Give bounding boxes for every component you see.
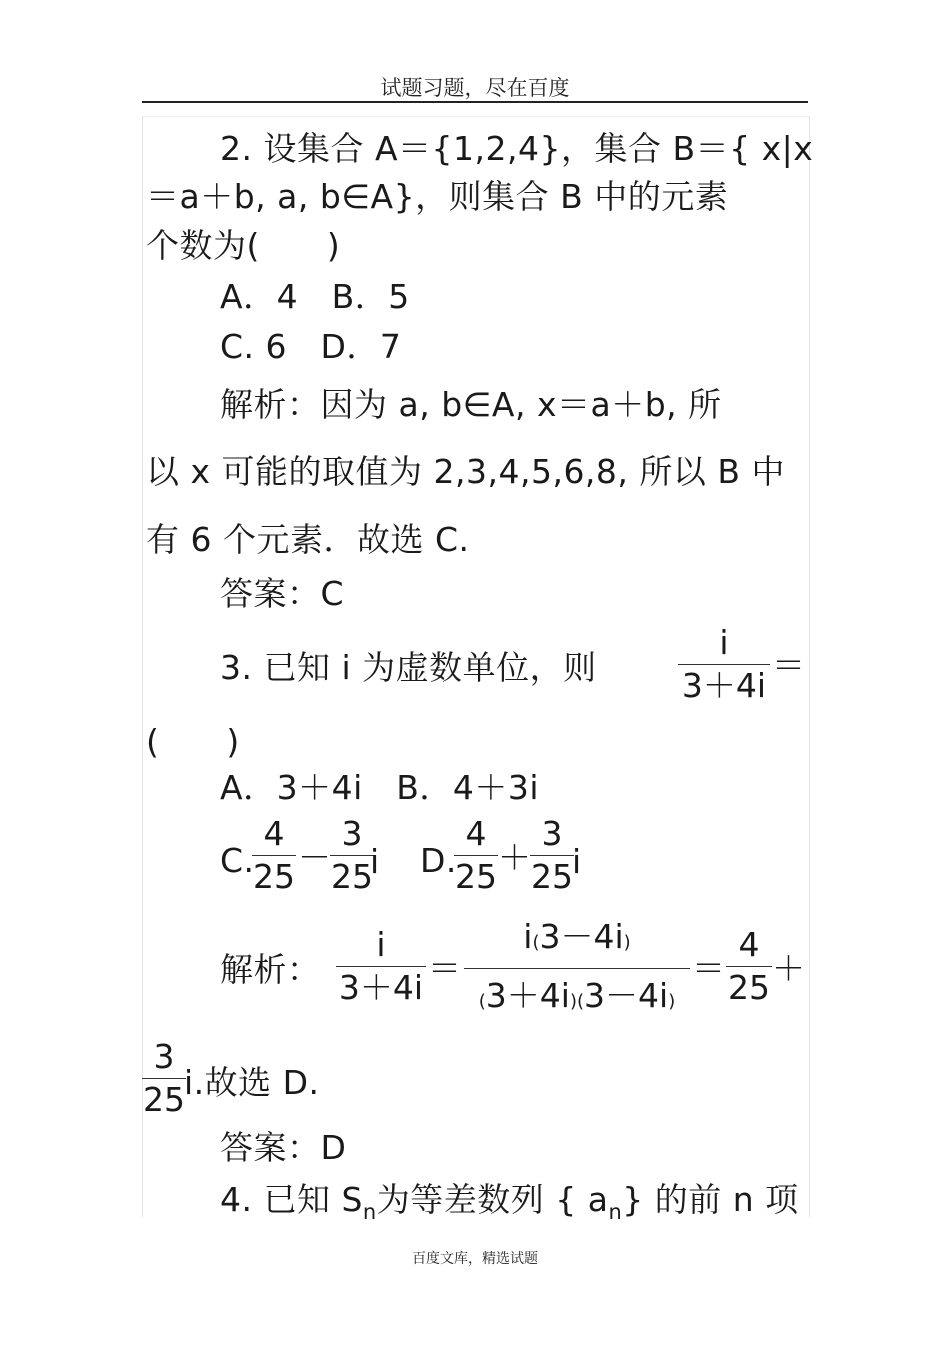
fraction-bar (142, 1078, 186, 1079)
q3-option-c-minus: － (298, 838, 332, 877)
q2-options-ab: A．4 B．5 (220, 277, 410, 316)
fraction-denominator: 25 (253, 857, 295, 896)
fraction-numerator: 4 (465, 814, 487, 853)
q2-solution-line1: 解析：因为 a, b∈A, x＝a＋b, 所 (220, 385, 722, 424)
q3-fraction-denominator: 3＋4i (681, 666, 767, 705)
q3-solution-tail: i.故选 D. (184, 1063, 320, 1102)
q3-solution-fraction2 (464, 918, 690, 1021)
q3-solution-fraction3 (726, 926, 772, 1007)
q3-stem: 3. 已知 i 为虚数单位，则 (220, 648, 597, 687)
q3-option-d-label: D. (420, 841, 457, 880)
q3-options-ab: A．3＋4i B．4＋3i (220, 768, 540, 807)
q3-option-d-i: i (572, 842, 582, 881)
q3-equals: ＝ (772, 646, 806, 685)
q4-stem-part2: 为等差数列 { a (376, 1180, 609, 1219)
q3-option-c-fraction1 (252, 815, 296, 896)
q4-subscript-n: n (362, 1200, 377, 1224)
paren: )( (569, 991, 585, 1012)
paren: ) (623, 932, 631, 953)
header-rule (142, 101, 808, 103)
paren: ) (668, 991, 676, 1012)
fraction-numerator: 3 (153, 1037, 175, 1076)
page-header-title: 试题习题，尽在百度 (380, 76, 570, 100)
fraction-bar (330, 855, 374, 856)
q3-option-c-label: C. (220, 841, 255, 880)
denominator-term1: 3＋4i (485, 976, 570, 1015)
fraction-bar (454, 855, 498, 856)
q2-options-cd: C. 6 D．7 (220, 327, 402, 366)
denominator-term2: 3－4i (584, 976, 669, 1015)
fraction-bar (726, 966, 772, 967)
fraction-numerator: 4 (738, 925, 760, 964)
q3-solution-plus: ＋ (772, 949, 806, 988)
page-footer: 百度文库，精选试题 (412, 1251, 538, 1267)
fraction-numerator (464, 918, 690, 962)
q3-option-d-fraction1 (454, 815, 498, 896)
q3-option-d-plus: ＋ (498, 838, 532, 877)
fraction-denominator: 25 (531, 857, 573, 896)
q3-solution-equals1: ＝ (428, 949, 462, 988)
fraction-denominator: 25 (455, 857, 497, 896)
q3-option-d-fraction2 (530, 815, 574, 896)
numerator-term: 3－4i (539, 917, 624, 956)
fraction-denominator: 25 (331, 857, 373, 896)
q4-stem-part3: } 的前 n 项 (622, 1180, 799, 1219)
q3-answer: 答案：D (220, 1128, 347, 1167)
q2-answer: 答案：C (220, 574, 345, 613)
q3-option-c-i: i (370, 842, 380, 881)
q3-fraction (678, 624, 770, 705)
fraction-denominator: 25 (728, 968, 770, 1007)
fraction-bar (252, 855, 296, 856)
fraction-numerator: 4 (263, 814, 285, 853)
fraction-denominator: 3＋4i (338, 968, 424, 1007)
q3-solution-label: 解析： (220, 950, 321, 989)
q2-stem-line3: 个数为( ) (146, 226, 341, 265)
q3-solution-fraction1 (336, 926, 426, 1007)
q3-solution-equals2: ＝ (692, 949, 726, 988)
numerator-i: i (523, 917, 533, 956)
fraction-bar (530, 855, 574, 856)
fraction-numerator: 3 (541, 814, 563, 853)
fraction-denominator (464, 977, 690, 1021)
q4-stem-part1: 4. 已知 S (220, 1180, 363, 1219)
q2-stem-line1: 2. 设集合 A＝{1,2,4}，集合 B＝{ x|x (220, 129, 814, 168)
fraction-bar (336, 966, 426, 967)
paren: ( (532, 932, 540, 953)
fraction-bar (678, 664, 770, 665)
q3-option-c-fraction2 (330, 815, 374, 896)
q3-solution-fraction4 (142, 1038, 186, 1119)
q2-solution-line2: 以 x 可能的取值为 2,3,4,5,6,8, 所以 B 中 (146, 452, 786, 491)
q4-stem (220, 1180, 799, 1224)
paren: ( (478, 991, 486, 1012)
fraction-bar (464, 968, 690, 969)
fraction-denominator: 25 (143, 1080, 185, 1119)
q4-subscript-n: n (608, 1200, 623, 1224)
q2-stem-line2: ＝a＋b, a, b∈A}，则集合 B 中的元素 (146, 177, 729, 216)
q3-paren: ( ) (146, 722, 240, 761)
fraction-numerator: 3 (341, 814, 363, 853)
q2-solution-line3: 有 6 个元素．故选 C. (146, 520, 470, 559)
fraction-numerator: i (376, 925, 386, 964)
q3-fraction-numerator: i (719, 623, 729, 662)
